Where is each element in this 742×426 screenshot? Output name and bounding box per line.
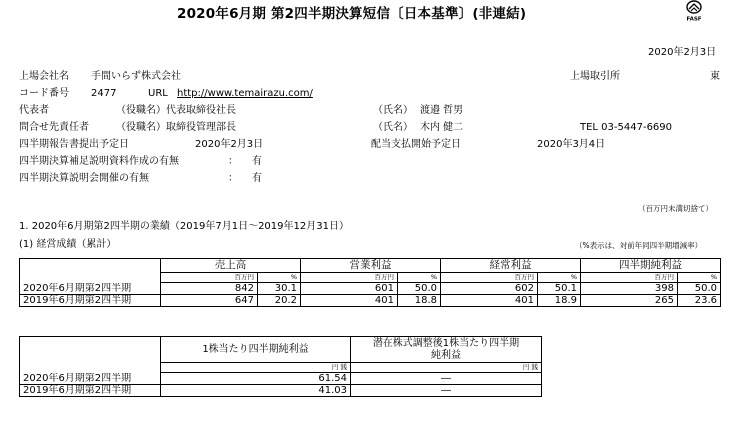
table-header-row [20,259,721,273]
diluted-eps-value: ― [351,373,542,385]
eps-header-blank [20,337,161,363]
table-row [20,295,721,307]
value-cell: 20.2 [258,295,301,307]
eps-header-row [20,337,542,363]
eps-unit-blank [20,363,161,373]
exchange-label: 上場取引所 [570,71,620,82]
header-sales: 売上高 [161,259,301,273]
header-ordinary-income: 経常利益 [441,259,581,273]
value-cell: 401 [301,295,398,307]
report-date: 2020年2月3日 [195,139,264,150]
value-cell: 401 [441,295,538,307]
section1-title: 1. 2020年6月期第2四半期の業績（2019年7月1日～2019年12月31日） [19,221,349,232]
diluted-eps-header-line2: 純利益 [431,350,461,361]
representative-label: 代表者 [19,105,49,116]
value-cell: 601 [301,283,398,295]
section1-subtitle: (1) 経営成績（累計） [19,239,117,250]
operating-results-table [19,258,721,307]
value-cell: 18.9 [538,295,581,307]
value-cell: 18.8 [398,295,441,307]
supplement-label: 四半期決算補足説明資料作成の有無 [19,156,179,167]
table-row [20,385,542,397]
value-cell: 30.1 [258,283,301,295]
value-cell: 50.0 [398,283,441,295]
eps-header: 1株当たり四半期純利益 [161,337,351,363]
exchange-value: 東 [710,71,720,82]
document-date: 2020年2月3日 [648,47,717,58]
dividend-date-label: 配当支払開始予定日 [371,139,461,150]
contact-name-label: （氏名） [373,122,413,133]
diluted-eps-header [351,337,542,363]
table-unit-row [20,273,721,283]
unit-note: （百万円未満切捨て） [638,204,713,213]
diluted-eps-unit: 円 銭 [351,363,542,373]
contact-role-label: （役職名） [116,122,166,133]
supplement-value: 有 [252,156,262,167]
rep-role: 代表取締役社長 [166,105,236,116]
eps-table [19,336,542,397]
eps-value: 61.54 [161,373,351,385]
value-cell: 398 [581,283,678,295]
rep-name: 渡邉 哲男 [420,105,464,116]
table-row [20,283,721,295]
briefing-label: 四半期決算説明会開催の有無 [19,173,149,184]
unit-cell: % [398,273,441,283]
company-name: 手間いらず株式会社 [91,71,181,82]
company-url-link[interactable]: http://www.temairazu.com/ [177,88,313,99]
table-row [20,373,542,385]
contact-label: 問合せ先責任者 [19,122,89,133]
eps-unit-row [20,363,542,373]
unit-cell: % [538,273,581,283]
value-cell: 602 [441,283,538,295]
row-label: 2019年6月期第2四半期 [20,385,161,397]
eps-unit: 円 銭 [161,363,351,373]
header-net-income: 四半期純利益 [581,259,721,273]
value-cell: 50.0 [678,283,721,295]
contact-name: 木内 健二 [420,122,464,133]
unit-cell: 百万円 [581,273,678,283]
unit-cell: 百万円 [441,273,538,283]
value-cell: 50.1 [538,283,581,295]
fasf-logo-icon [681,0,707,22]
eps-value: 41.03 [161,385,351,397]
value-cell: 23.6 [678,295,721,307]
row-label: 2020年6月期第2四半期 [20,373,161,385]
company-name-label: 上場会社名 [19,71,69,82]
header-operating-income: 営業利益 [301,259,441,273]
contact-role: 取締役管理部長 [166,122,236,133]
value-cell: 647 [161,295,258,307]
row-label: 2019年6月期第2四半期 [20,295,161,307]
header-blank-cell [20,259,161,273]
unit-cell: % [678,273,721,283]
row-label: 2020年6月期第2四半期 [20,283,161,295]
rep-role-label: （役職名） [116,105,166,116]
unit-cell: 百万円 [301,273,398,283]
briefing-value: 有 [252,173,262,184]
svg-text:FASF: FASF [686,16,702,22]
report-date-label: 四半期報告書提出予定日 [19,139,129,150]
briefing-colon: ： [228,173,238,184]
dividend-date: 2020年3月4日 [537,139,606,150]
percent-note: （%表示は、対前年同四半期増減率） [575,241,703,250]
document-title: 2020年6月期 第2四半期決算短信〔日本基準〕(非連結) [177,6,527,22]
value-cell: 265 [581,295,678,307]
diluted-eps-value: ― [351,385,542,397]
contact-tel: TEL 03-5447-6690 [580,122,673,133]
unit-cell: 百万円 [161,273,258,283]
code-label: コード番号 [19,88,69,99]
diluted-eps-header-line1: 潜在株式調整後1株当たり四半期 [372,338,520,349]
url-label: URL [148,88,168,99]
unit-cell: % [258,273,301,283]
supplement-colon: ： [228,156,238,167]
rep-name-label: （氏名） [373,105,413,116]
code-value: 2477 [91,88,117,99]
value-cell: 842 [161,283,258,295]
unit-blank-cell [20,273,161,283]
